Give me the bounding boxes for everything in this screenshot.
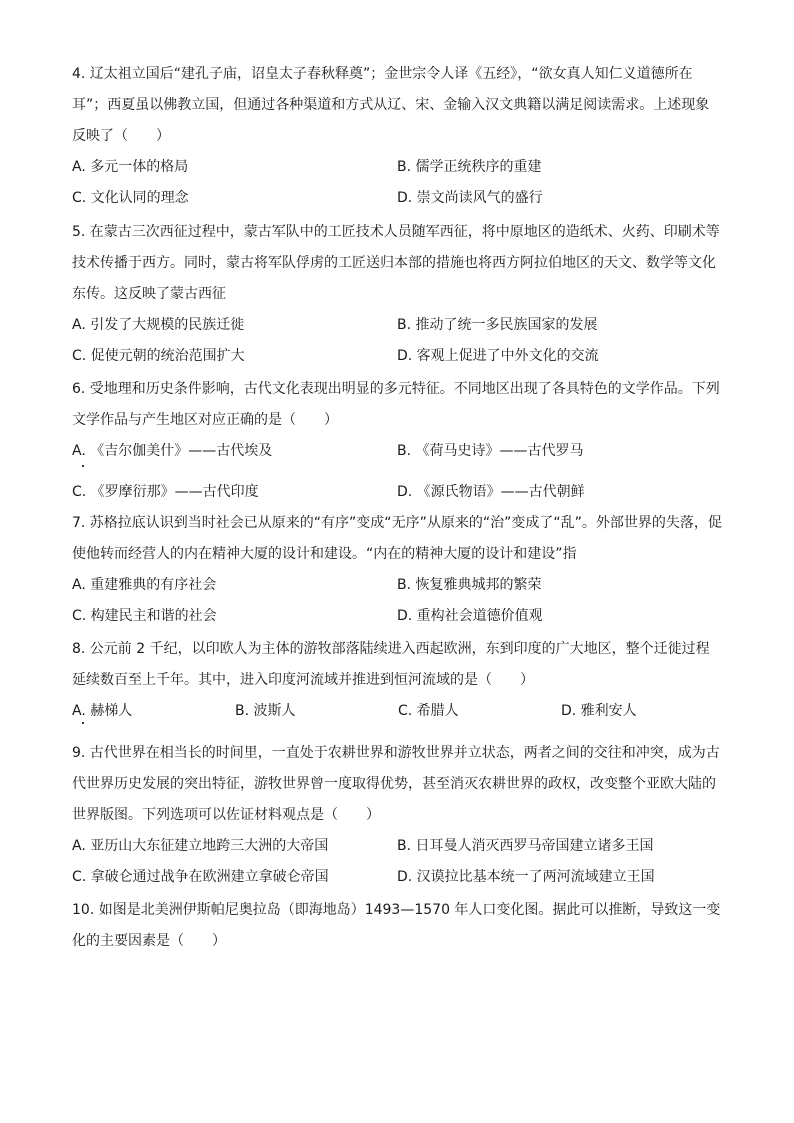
options-row <box>72 436 722 467</box>
options-row <box>72 862 722 893</box>
option-a[interactable]: A. 重建雅典的有序社会 <box>72 577 217 593</box>
option-a[interactable]: A. 《吉尔伽美什》——古代埃及 <box>72 443 273 459</box>
question-8 <box>72 634 722 727</box>
option-c[interactable]: C. 促使元朝的统治范围扩大 <box>72 348 245 364</box>
option-a[interactable]: A. 亚历山大东征建立地跨三大洲的大帝国 <box>72 838 329 854</box>
question-6 <box>72 374 722 508</box>
question-stem: 5. 在蒙古三次西征过程中，蒙古军队中的工匠技术人员随军西征，将中原地区的造纸术、火药、印刷术等技术传播于西方。同时，蒙古将军队俘虏的工匠送归本部的措施也将西方阿拉伯地区的天文、数学等文化东传。这反映了蒙古西征 <box>72 224 720 302</box>
options-row <box>72 601 722 632</box>
question-5 <box>72 217 722 372</box>
print-speck <box>82 465 84 467</box>
option-c[interactable]: C. 《罗摩衍那》——古代印度 <box>72 484 259 500</box>
option-a[interactable]: A. 赫梯人 <box>72 703 133 719</box>
option-d[interactable]: D. 雅利安人 <box>561 703 637 719</box>
options-row <box>72 152 722 183</box>
option-d[interactable]: D. 重构社会道德价值观 <box>397 608 543 624</box>
question-stem: 6. 受地理和历史条件影响，古代文化表现出明显的多元特征。不同地区出现了各具特色的文学作品。下列文学作品与产生地区对应正确的是（ ） <box>72 381 720 428</box>
question-10 <box>72 895 722 957</box>
question-4 <box>72 59 722 214</box>
print-speck <box>82 722 84 724</box>
options-row <box>72 310 722 341</box>
option-d[interactable]: D. 崇文尚读风气的盛行 <box>397 190 543 206</box>
option-c[interactable]: C. 构建民主和谐的社会 <box>72 608 217 624</box>
option-b[interactable]: B. 《荷马史诗》——古代罗马 <box>397 443 584 459</box>
question-stem: 4. 辽太祖立国后“建孔子庙，诏皇太子春秋释奠”；金世宗令人译《五经》，“欲女真人知仁义道德所在耳”；西夏虽以佛教立国，但通过各种渠道和方式从辽、宋、金输入汉文典籍以满足阅读需求。上述现象反映了（ ） <box>72 66 710 144</box>
option-c[interactable]: C. 文化认同的理念 <box>72 190 189 206</box>
options-row <box>72 570 722 601</box>
question-9 <box>72 738 722 893</box>
option-a[interactable]: A. 引发了大规模的民族迁徙 <box>72 317 245 333</box>
options-row <box>72 341 722 372</box>
option-d[interactable]: D. 客观上促进了中外文化的交流 <box>397 348 599 364</box>
question-stem: 9. 古代世界在相当长的时间里，一直处于农耕世界和游牧世界并立状态，两者之间的交往和冲突，成为古代世界历史发展的突出特征，游牧世界曾一度取得优势，甚至消灭农耕世界的政权，改变整个亚欧大陆的世界版图。下列选项可以佐证材料观点是（ ） <box>72 745 720 823</box>
question-stem: 10. 如图是北美洲伊斯帕尼奥拉岛（即海地岛）1493—1570 年人口变化图。据此可以推断，导致这一变化的主要因素是（ ） <box>72 902 721 949</box>
options-row <box>72 477 722 508</box>
options-row <box>72 696 722 727</box>
option-b[interactable]: B. 儒学正统秩序的重建 <box>397 159 542 175</box>
option-c[interactable]: C. 希腊人 <box>398 703 459 719</box>
question-stem: 7. 苏格拉底认识到当时社会已从原来的“有序”变成“无序”从原来的“治”变成了“乱”。外部世界的失落，促使他转而经营人的内在精神大厦的设计和建设。“内在的精神大厦的设计和建设”指 <box>72 515 722 562</box>
option-d[interactable]: D. 汉谟拉比基本统一了两河流域建立王国 <box>397 869 655 885</box>
option-d[interactable]: D. 《源氏物语》——古代朝鲜 <box>397 484 585 500</box>
option-b[interactable]: B. 恢复雅典城邦的繁荣 <box>397 577 542 593</box>
question-7 <box>72 508 722 632</box>
option-a[interactable]: A. 多元一体的格局 <box>72 159 189 175</box>
option-b[interactable]: B. 推动了统一多民族国家的发展 <box>397 317 598 333</box>
option-c[interactable]: C. 拿破仑通过战争在欧洲建立拿破仑帝国 <box>72 869 329 885</box>
option-b[interactable]: B. 日耳曼人消灭西罗马帝国建立诸多王国 <box>397 838 654 854</box>
options-row <box>72 183 722 214</box>
option-b[interactable]: B. 波斯人 <box>235 703 296 719</box>
options-row <box>72 831 722 862</box>
question-stem: 8. 公元前 2 千纪，以印欧人为主体的游牧部落陆续进入西起欧洲，东到印度的广大地区，整个迁徙过程延续数百至上千年。其中，进入印度河流域并推进到恒河流域的是（ ） <box>72 641 710 688</box>
